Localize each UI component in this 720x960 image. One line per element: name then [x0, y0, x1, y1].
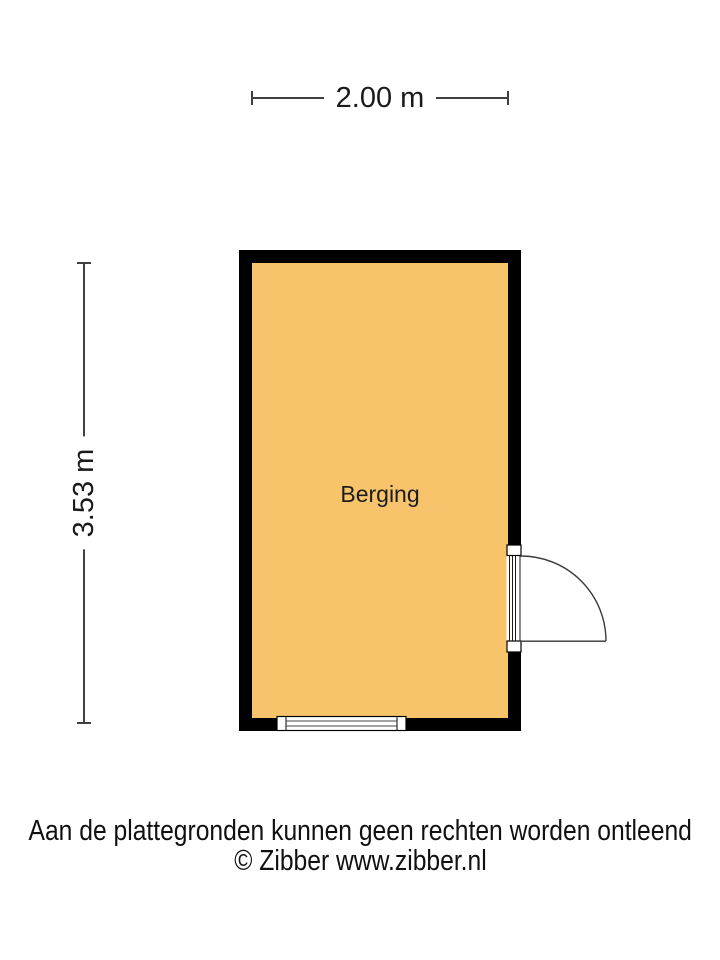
- room-label: Berging: [340, 481, 420, 507]
- width-dimension-label: 2.00 m: [324, 82, 437, 114]
- height-dimension-tick-bottom: [77, 722, 91, 724]
- door-jamb-bottom: [507, 641, 521, 652]
- window-icon: [270, 712, 415, 736]
- door-jamb-top: [507, 545, 521, 556]
- window-frame: [277, 717, 406, 731]
- door-icon: [500, 540, 615, 655]
- disclaimer-text: Aan de plattegronden kunnen geen rechten worden ontleend: [28, 815, 692, 847]
- copyright-text: © Zibber www.zibber.nl: [233, 845, 487, 877]
- room-berging: [239, 250, 521, 731]
- height-dimension-tick-top: [77, 262, 91, 264]
- door-swing-arc: [521, 556, 607, 641]
- height-dimension-label: 3.53 m: [68, 437, 100, 550]
